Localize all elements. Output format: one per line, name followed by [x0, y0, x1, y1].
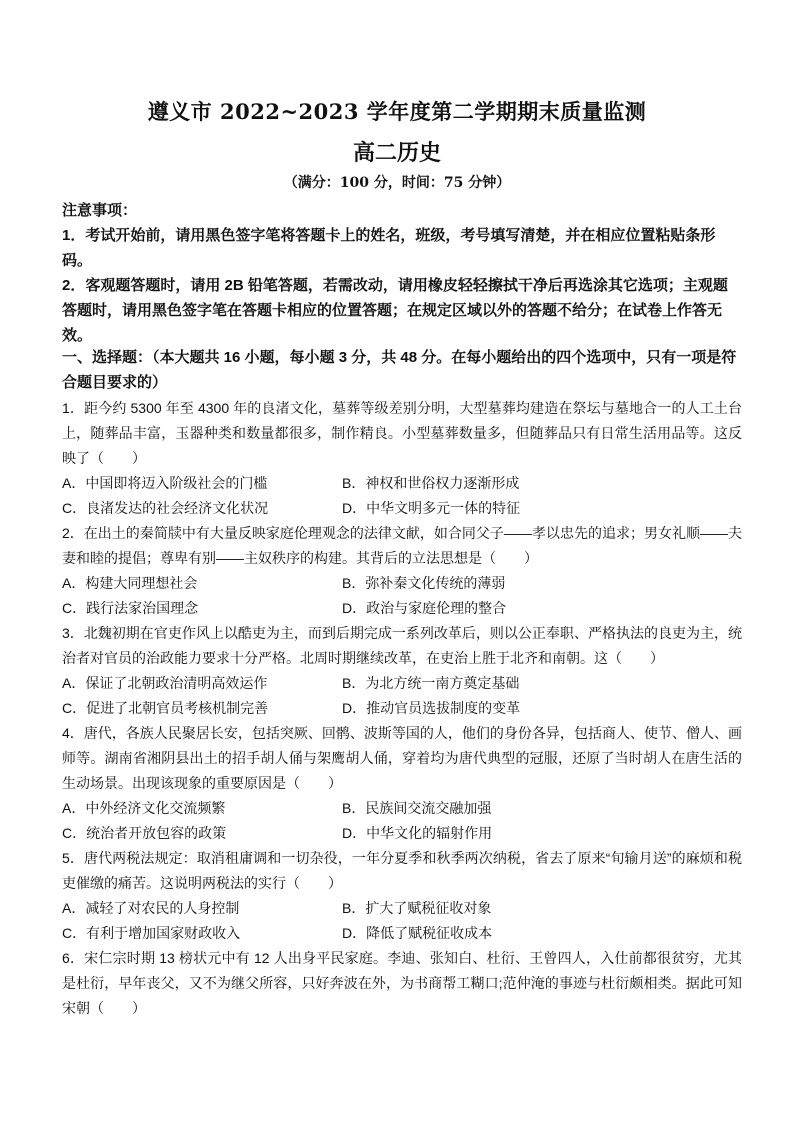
question-item — [62, 846, 742, 946]
question-item — [62, 946, 742, 1021]
question-stem: 4．唐代，各族人民聚居长安，包括突厥、回鹘、波斯等国的人，他们的身份各异，包括商人、使节、僧人、画师等。湖南省湘阴县出土的招手胡人俑与架鹰胡人俑，穿着均为唐代典型的冠服，还原了当时胡人在唐生活的生动场景。出现该现象的重要原因是（ ） — [62, 725, 742, 791]
option-b: B．扩大了赋税征收对象 — [342, 900, 492, 916]
option-grid — [62, 796, 742, 846]
option-c: C．践行法家治国理念 — [62, 600, 199, 616]
section-heading-block — [62, 345, 742, 395]
notice-block — [62, 198, 742, 348]
exam-meta: （满分：100 分，时间：75 分钟） — [283, 175, 511, 191]
question-stem: 1．距今约 5300 年至 4300 年的良渚文化，墓葬等级差别分明，大型墓葬均建造在祭坛与墓地合一的人工土台上，随葬品丰富，玉器种类和数量都很多，制作精良。小型墓葬数量多，但随葬品只有日常生活用品等。这反映了（ ） — [62, 400, 742, 466]
option-a: A．中外经济文化交流频繁 — [62, 800, 226, 816]
option-grid — [62, 896, 742, 946]
option-a: A．中国即将迈入阶级社会的门槛 — [62, 475, 268, 491]
question-item — [62, 721, 742, 846]
option-c: C．统治者开放包容的政策 — [62, 825, 227, 841]
option-b: B．神权和世俗权力逐渐形成 — [342, 475, 520, 491]
option-b: B．弥补秦文化传统的薄弱 — [342, 575, 506, 591]
option-d: D．中华文明多元一体的特征 — [342, 500, 521, 516]
option-d: D．降低了赋税征收成本 — [342, 925, 493, 941]
question-stem: 5．唐代两税法规定：取消租庸调和一切杂役，一年分夏季和秋季两次纳税，省去了原来“旬输月送”的麻烦和税吏催缴的痛苦。这说明两税法的实行（ ） — [62, 850, 742, 891]
option-d: D．政治与家庭伦理的整合 — [342, 600, 507, 616]
option-grid — [62, 671, 742, 721]
option-c: C．有利于增加国家财政收入 — [62, 925, 241, 941]
option-d: D．中华文化的辐射作用 — [342, 825, 493, 841]
option-grid — [62, 571, 742, 621]
option-b: B．为北方统一南方奠定基础 — [342, 675, 520, 691]
option-grid — [62, 471, 742, 521]
option-a: A．构建大同理想社会 — [62, 575, 198, 591]
question-stem: 3．北魏初期在官吏作风上以酷吏为主，而到后期完成一系列改革后，则以公正奉职、严格执法的良吏为主，统治者对官员的治政能力要求十分严格。北周时期继续改革，在吏治上胜于北齐和南朝。这（ ） — [62, 625, 742, 666]
question-stem: 6．宋仁宗时期 13 榜状元中有 12 人出身平民家庭。李迪、张知白、杜衍、王曾四人，入仕前都很贫穷，尤其是杜衍，早年丧父，又不为继父所容，只好奔波在外，为书商帮工糊口;范仲淹的事迹与杜衍颇相类。据此可知宋朝（ ） — [62, 950, 742, 1016]
option-a: A．保证了北朝政治清明高效运作 — [62, 675, 268, 691]
question-list — [62, 396, 742, 1021]
exam-title: 遵义市 2022~2023 学年度第二学期期末质量监测 — [147, 99, 647, 124]
option-d: D．推动官员选拔制度的变革 — [342, 700, 521, 716]
notice-item: 2．客观题答题时，请用 2B 铅笔答题，若需改动，请用橡皮轻轻擦拭干净后再选涂其它选项；主观题答题时，请用黑色签字笔在答题卡相应的位置答题；在规定区域以外的答题不给分；在试卷上作答无效。 — [62, 277, 728, 344]
question-item — [62, 521, 742, 621]
question-item — [62, 621, 742, 721]
question-item — [62, 396, 742, 521]
option-a: A．减轻了对农民的人身控制 — [62, 900, 240, 916]
notice-item: 1．考试开始前，请用黑色签字笔将答题卡上的姓名，班级，考号填写清楚，并在相应位置粘贴条形码。 — [62, 227, 716, 269]
option-c: C．促进了北朝官员考核机制完善 — [62, 700, 269, 716]
exam-subject: 高二历史 — [352, 140, 441, 165]
option-b: B．民族间交流交融加强 — [342, 800, 492, 816]
notice-heading: 注意事项： — [62, 202, 138, 219]
question-stem: 2．在出土的秦简牍中有大量反映家庭伦理观念的法律文献，如合同父子——孝以忠先的追求；男女礼顺——夫妻和睦的提倡；尊卑有别——主奴秩序的构建。其背后的立法思想是（ ） — [62, 525, 742, 566]
option-c: C．良渚发达的社会经济文化状况 — [62, 500, 269, 516]
section-heading: 一、选择题：（本大题共 16 小题，每小题 3 分，共 48 分。在每小题给出的四个选项中，只有一项是符合题目要求的） — [62, 349, 737, 391]
